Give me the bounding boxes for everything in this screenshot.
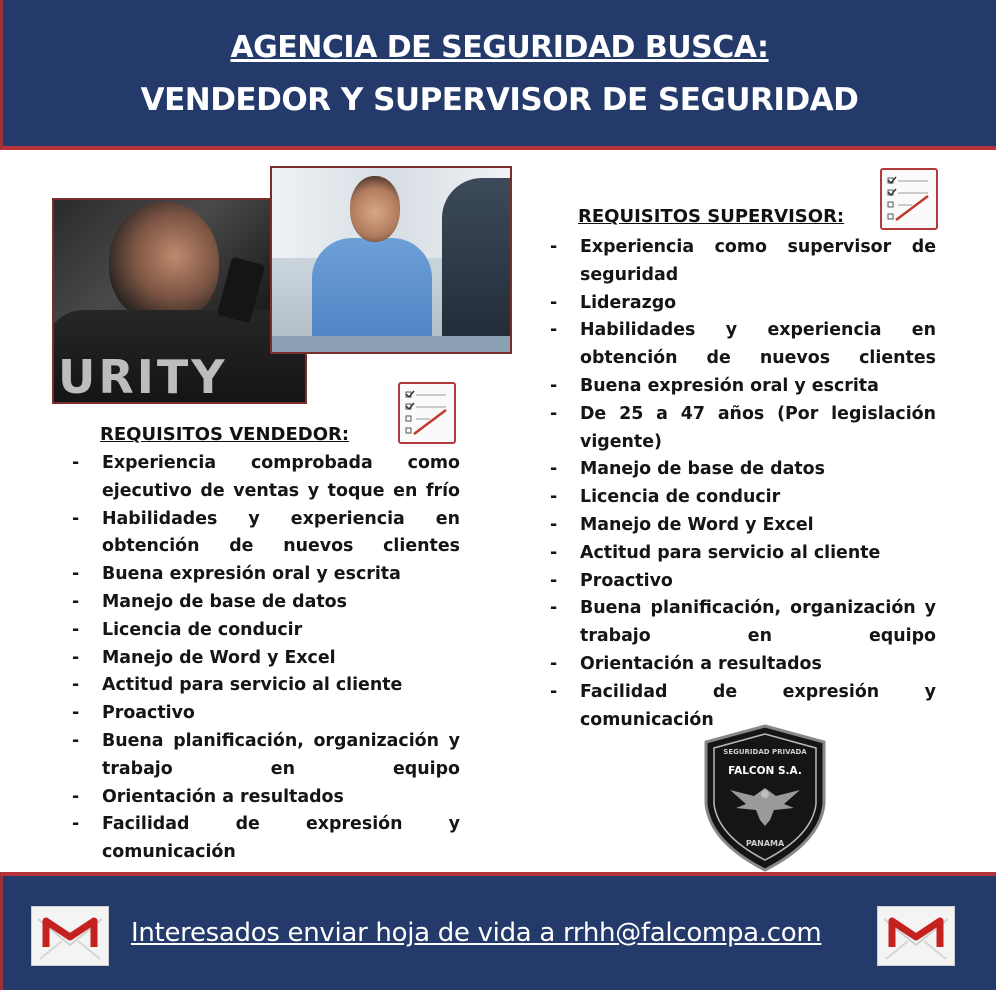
list-item: - Licencia de conducir: [68, 617, 460, 645]
interviewer-silhouette: [442, 178, 512, 354]
list-item: - Licencia de conducir: [546, 484, 936, 512]
supervisor-requirements-list: [546, 234, 936, 734]
checklist-icon: [398, 382, 456, 444]
candidate-head: [350, 176, 400, 242]
header-title-line1: AGENCIA DE SEGURIDAD BUSCA:: [230, 30, 769, 65]
list-item: - Actitud para servicio al cliente: [546, 540, 936, 568]
list-item: - Manejo de Word y Excel: [546, 512, 936, 540]
falcon-logo: [700, 724, 830, 872]
list-item: - Buena planificación, organización y trabajo en equipo: [68, 728, 460, 784]
logo-name: FALCON S.A.: [728, 765, 802, 777]
list-item: - Proactivo: [68, 700, 460, 728]
guard-jacket-text: URITY: [58, 350, 228, 404]
checklist-icon: [880, 168, 938, 230]
header-banner: [0, 0, 996, 150]
list-item: - Manejo de Word y Excel: [68, 645, 460, 673]
list-item: - Buena planificación, organización y trabajo en equipo: [546, 595, 936, 651]
list-item: - Manejo de base de datos: [546, 456, 936, 484]
vendedor-requirements-title: REQUISITOS VENDEDOR:: [100, 424, 350, 445]
list-item: - Orientación a resultados: [68, 784, 460, 812]
list-item: - Proactivo: [546, 568, 936, 596]
list-item: - De 25 a 47 años (Por legislación vigente): [546, 401, 936, 457]
handshake-photo: [270, 166, 512, 354]
list-item: - Facilidad de expresión y comunicación: [546, 679, 936, 735]
list-item: - Experiencia como supervisor de seguridad: [546, 234, 936, 290]
logo-bottom-text: PANAMA: [745, 839, 785, 848]
list-item: - Buena expresión oral y escrita: [546, 373, 936, 401]
vendedor-requirements-list: [68, 450, 460, 867]
footer-banner: [0, 872, 996, 990]
contact-email-text[interactable]: Interesados enviar hoja de vida a rrhh@falcompa.com: [131, 918, 822, 948]
list-item: - Experiencia comprobada como ejecutivo de ventas y toque en frío: [68, 450, 460, 506]
list-item: - Manejo de base de datos: [68, 589, 460, 617]
logo-top-text: SEGURIDAD PRIVADA: [723, 748, 807, 756]
guard-head: [109, 202, 219, 322]
supervisor-requirements-title: REQUISITOS SUPERVISOR:: [578, 206, 845, 227]
list-item: - Facilidad de expresión y comunicación: [68, 811, 460, 867]
list-item: - Habilidades y experiencia en obtención de nuevos clientes: [546, 317, 936, 373]
header-title-line2: VENDEDOR Y SUPERVISOR DE SEGURIDAD: [140, 82, 859, 118]
gmail-icon[interactable]: [877, 906, 955, 966]
gmail-icon[interactable]: [31, 906, 109, 966]
list-item: - Orientación a resultados: [546, 651, 936, 679]
list-item: - Actitud para servicio al cliente: [68, 672, 460, 700]
list-item: - Habilidades y experiencia en obtención de nuevos clientes: [68, 506, 460, 562]
list-item: - Liderazgo: [546, 290, 936, 318]
list-item: - Buena expresión oral y escrita: [68, 561, 460, 589]
security-guard-photo: [52, 198, 307, 404]
desk: [272, 336, 512, 354]
